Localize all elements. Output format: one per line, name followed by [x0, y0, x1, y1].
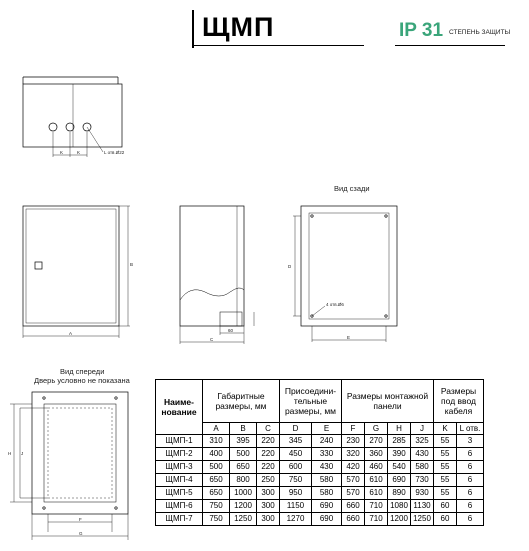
front-panel-view-drawing	[10, 392, 128, 540]
dim-j-label: J	[21, 451, 24, 456]
table-cell: 6	[457, 461, 484, 474]
table-cell: 6	[457, 474, 484, 487]
table-cell: 360	[365, 448, 388, 461]
dim-b-label: B	[130, 262, 134, 267]
table-cell: 250	[257, 474, 280, 487]
top-view-drawing	[23, 77, 125, 157]
table-row	[156, 487, 484, 500]
front-door-view-drawing	[23, 206, 130, 338]
dim-e-label: E	[347, 335, 351, 340]
table-cell: 55	[434, 461, 457, 474]
table-cell: 690	[312, 513, 342, 526]
column-header: E	[312, 423, 342, 435]
table-cell: 450	[280, 448, 312, 461]
table-cell: 6	[457, 513, 484, 526]
dim-h-label: H	[8, 451, 12, 456]
column-header: C	[257, 423, 280, 435]
table-cell: 55	[434, 448, 457, 461]
table-cell: 3	[457, 435, 484, 448]
table-cell: 60	[434, 500, 457, 513]
table-cell: 55	[434, 474, 457, 487]
table-cell: 6	[457, 500, 484, 513]
table-cell: 430	[411, 448, 434, 461]
table-cell: 1200	[230, 500, 257, 513]
table-row	[156, 435, 484, 448]
dim-60-label: 60	[228, 328, 234, 333]
column-header: B	[230, 423, 257, 435]
table-cell: ЩМП-1	[156, 435, 203, 448]
column-header: F	[342, 423, 365, 435]
front-note-label: Дверь условно не показана	[34, 376, 130, 385]
table-cell: 750	[280, 474, 312, 487]
table-cell: 270	[365, 435, 388, 448]
table-cell: 610	[365, 487, 388, 500]
dim-d-label: D	[288, 264, 292, 269]
table-cell: ЩМП-6	[156, 500, 203, 513]
table-cell: 650	[203, 487, 230, 500]
front-view-label: Вид спереди	[60, 367, 105, 376]
table-cell: 690	[388, 474, 411, 487]
column-header: A	[203, 423, 230, 435]
specifications-table	[155, 379, 484, 526]
table-cell: 60	[434, 513, 457, 526]
table-cell: 580	[312, 487, 342, 500]
table-cell: 1000	[230, 487, 257, 500]
table-row	[156, 474, 484, 487]
ip-rating: IP 31	[399, 20, 444, 41]
table-cell: 890	[388, 487, 411, 500]
table-cell: ЩМП-7	[156, 513, 203, 526]
group-header-overall: Габаритные размеры, мм	[203, 380, 280, 423]
table-cell: 1080	[388, 500, 411, 513]
table-cell: 300	[257, 487, 280, 500]
column-header: G	[365, 423, 388, 435]
column-header: K	[434, 423, 457, 435]
table-cell: 55	[434, 487, 457, 500]
table-cell: 220	[257, 461, 280, 474]
table-cell: 230	[342, 435, 365, 448]
table-cell: 1250	[230, 513, 257, 526]
table-cell: 750	[203, 500, 230, 513]
table-cell: 610	[365, 474, 388, 487]
table-cell: 660	[342, 513, 365, 526]
table-cell: 710	[365, 500, 388, 513]
dim-a-label: A	[69, 331, 73, 336]
table-cell: 220	[257, 448, 280, 461]
rear-view-drawing	[293, 206, 397, 342]
table-cell: 1250	[411, 513, 434, 526]
table-cell: 240	[312, 435, 342, 448]
group-header-mounting: Присоедини- тельные размеры, мм	[280, 380, 342, 423]
dim-f-label: F	[79, 517, 82, 522]
table-cell: ЩМП-3	[156, 461, 203, 474]
table-cell: 580	[312, 474, 342, 487]
rear-view-label: Вид сзади	[334, 184, 370, 193]
holes-callout: L отв.Ø22	[104, 150, 125, 155]
table-cell: ЩМП-4	[156, 474, 203, 487]
table-cell: 730	[411, 474, 434, 487]
table-cell: 285	[388, 435, 411, 448]
table-cell: 400	[203, 448, 230, 461]
table-cell: 650	[203, 474, 230, 487]
table-cell: 800	[230, 474, 257, 487]
table-cell: 325	[411, 435, 434, 448]
table-cell: 600	[280, 461, 312, 474]
table-cell: 330	[312, 448, 342, 461]
table-cell: 750	[203, 513, 230, 526]
column-header: J	[411, 423, 434, 435]
column-header: H	[388, 423, 411, 435]
table-cell: 6	[457, 487, 484, 500]
table-cell: 390	[388, 448, 411, 461]
table-cell: 345	[280, 435, 312, 448]
table-cell: 300	[257, 500, 280, 513]
table-cell: 1130	[411, 500, 434, 513]
table-cell: 580	[411, 461, 434, 474]
table-cell: 300	[257, 513, 280, 526]
table-cell: 570	[342, 474, 365, 487]
table-cell: 6	[457, 448, 484, 461]
table-cell: 220	[257, 435, 280, 448]
table-row	[156, 448, 484, 461]
table-row	[156, 461, 484, 474]
table-cell: 55	[434, 435, 457, 448]
dim-k2-label: K	[77, 150, 81, 155]
table-cell: 950	[280, 487, 312, 500]
group-header-cable: Размеры под ввод кабеля	[434, 380, 484, 423]
table-cell: 660	[342, 500, 365, 513]
table-row	[156, 513, 484, 526]
name-header: Наиме- нование	[156, 380, 203, 435]
side-view-drawing	[180, 206, 254, 344]
ip-caption: СТЕПЕНЬ ЗАЩИТЫ	[449, 29, 511, 36]
column-header: D	[280, 423, 312, 435]
table-cell: ЩМП-2	[156, 448, 203, 461]
dim-k-label: K	[60, 150, 64, 155]
table-cell: 650	[230, 461, 257, 474]
mount-holes-callout: 4 отв.Ø6	[326, 302, 344, 307]
table-cell: 430	[312, 461, 342, 474]
table-row	[156, 500, 484, 513]
table-cell: 420	[342, 461, 365, 474]
table-cell: 1200	[388, 513, 411, 526]
table-cell: 1150	[280, 500, 312, 513]
table-cell: 500	[203, 461, 230, 474]
table-cell: 540	[388, 461, 411, 474]
table-cell: 570	[342, 487, 365, 500]
column-header: L отв.	[457, 423, 484, 435]
table-cell: 690	[312, 500, 342, 513]
table-cell: 930	[411, 487, 434, 500]
table-cell: 320	[342, 448, 365, 461]
table-cell: 395	[230, 435, 257, 448]
table-cell: 500	[230, 448, 257, 461]
dim-c-label: C	[210, 337, 214, 342]
table-cell: 460	[365, 461, 388, 474]
dim-g-label: G	[79, 531, 83, 536]
table-cell: 710	[365, 513, 388, 526]
table-cell: 1270	[280, 513, 312, 526]
group-header-panel: Размеры монтажной панели	[342, 380, 434, 423]
table-cell: ЩМП-5	[156, 487, 203, 500]
page-title: ЩМП	[202, 12, 275, 42]
table-cell: 310	[203, 435, 230, 448]
